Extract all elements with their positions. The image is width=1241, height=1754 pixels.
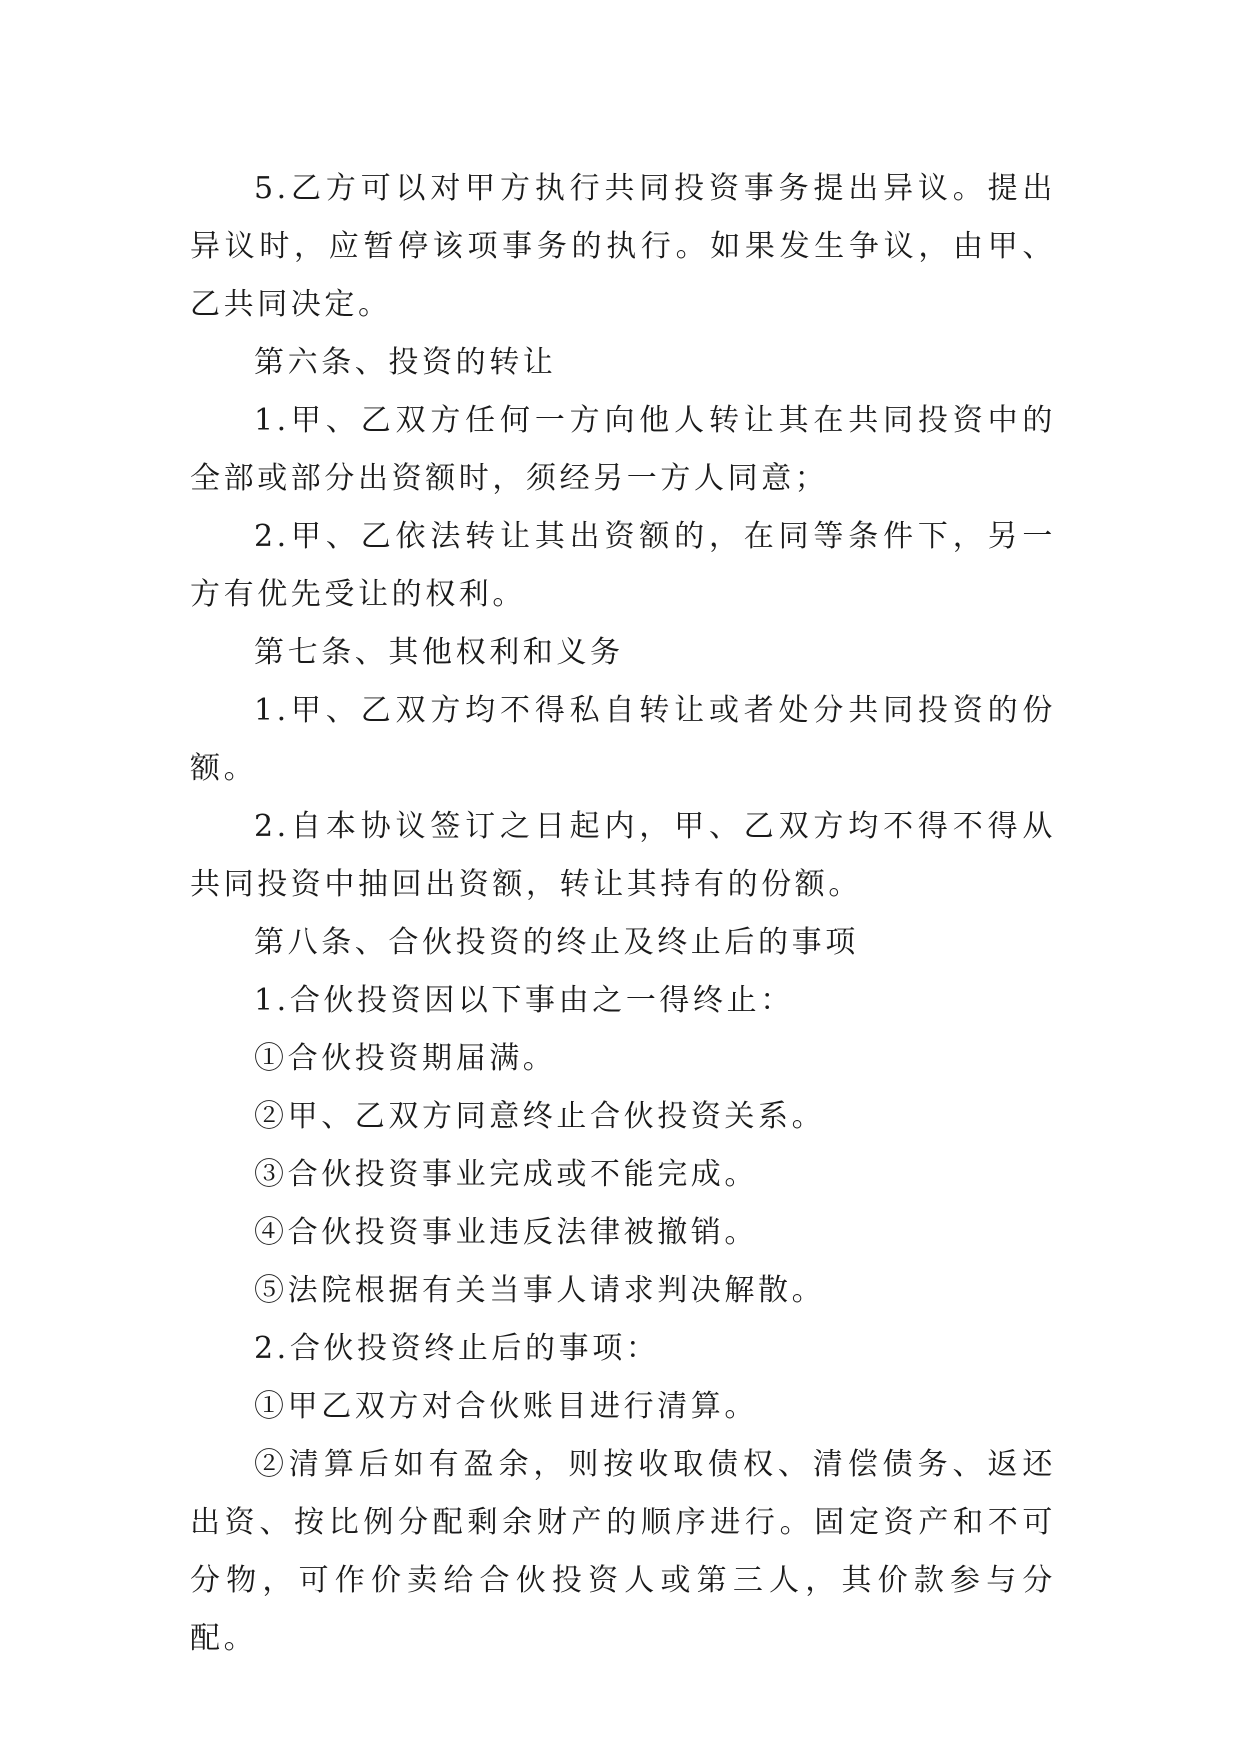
list-item-illegal-revoked: ④合伙投资事业违反法律被撤销。 [254, 1215, 758, 1250]
list-item-mutual-agreement: ②甲、乙双方同意终止合伙投资关系。 [254, 1099, 826, 1134]
document-body [190, 160, 1056, 1668]
heading-article-7: 第七条、其他权利和义务 [254, 635, 624, 670]
list-item-surplus-distribution: ②清算后如有盈余，则按收取债权、清偿债务、返还出资、按比例分配剩余财产的顺序进行。固定资产和不可分物，可作价卖给合伙投资人或第三人，其价款参与分配。 [190, 1447, 1056, 1656]
list-item-term-expired: ①合伙投资期届满。 [254, 1041, 557, 1076]
list-item-court-dissolution: ⑤法院根据有关当事人请求判决解散。 [254, 1273, 826, 1308]
paragraph-no-private-transfer: 1.甲、乙双方均不得私自转让或者处分共同投资的份额。 [190, 693, 1056, 786]
paragraph-transfer-consent: 1.甲、乙双方任何一方向他人转让其在共同投资中的全部或部分出资额时，须经另一方人同意； [190, 403, 1056, 496]
heading-article-6: 第六条、投资的转让 [254, 345, 557, 380]
list-item-account-liquidation: ①甲乙双方对合伙账目进行清算。 [254, 1389, 758, 1424]
paragraph-no-withdrawal: 2.自本协议签订之日起内，甲、乙双方均不得不得从共同投资中抽回出资额，转让其持有的份额。 [190, 809, 1056, 902]
list-item-business-complete: ③合伙投资事业完成或不能完成。 [254, 1157, 758, 1192]
paragraph-termination-causes: 1.合伙投资因以下事由之一得终止： [254, 983, 794, 1018]
heading-article-8: 第八条、合伙投资的终止及终止后的事项 [254, 925, 859, 960]
paragraph-post-termination: 2.合伙投资终止后的事项： [254, 1331, 660, 1366]
paragraph-preemptive-right: 2.甲、乙依法转让其出资额的，在同等条件下，另一方有优先受让的权利。 [190, 519, 1056, 612]
paragraph-dispute-objection: 5.乙方可以对甲方执行共同投资事务提出异议。提出异议时，应暂停该项事务的执行。如果发生争议，由甲、乙共同决定。 [190, 171, 1056, 322]
